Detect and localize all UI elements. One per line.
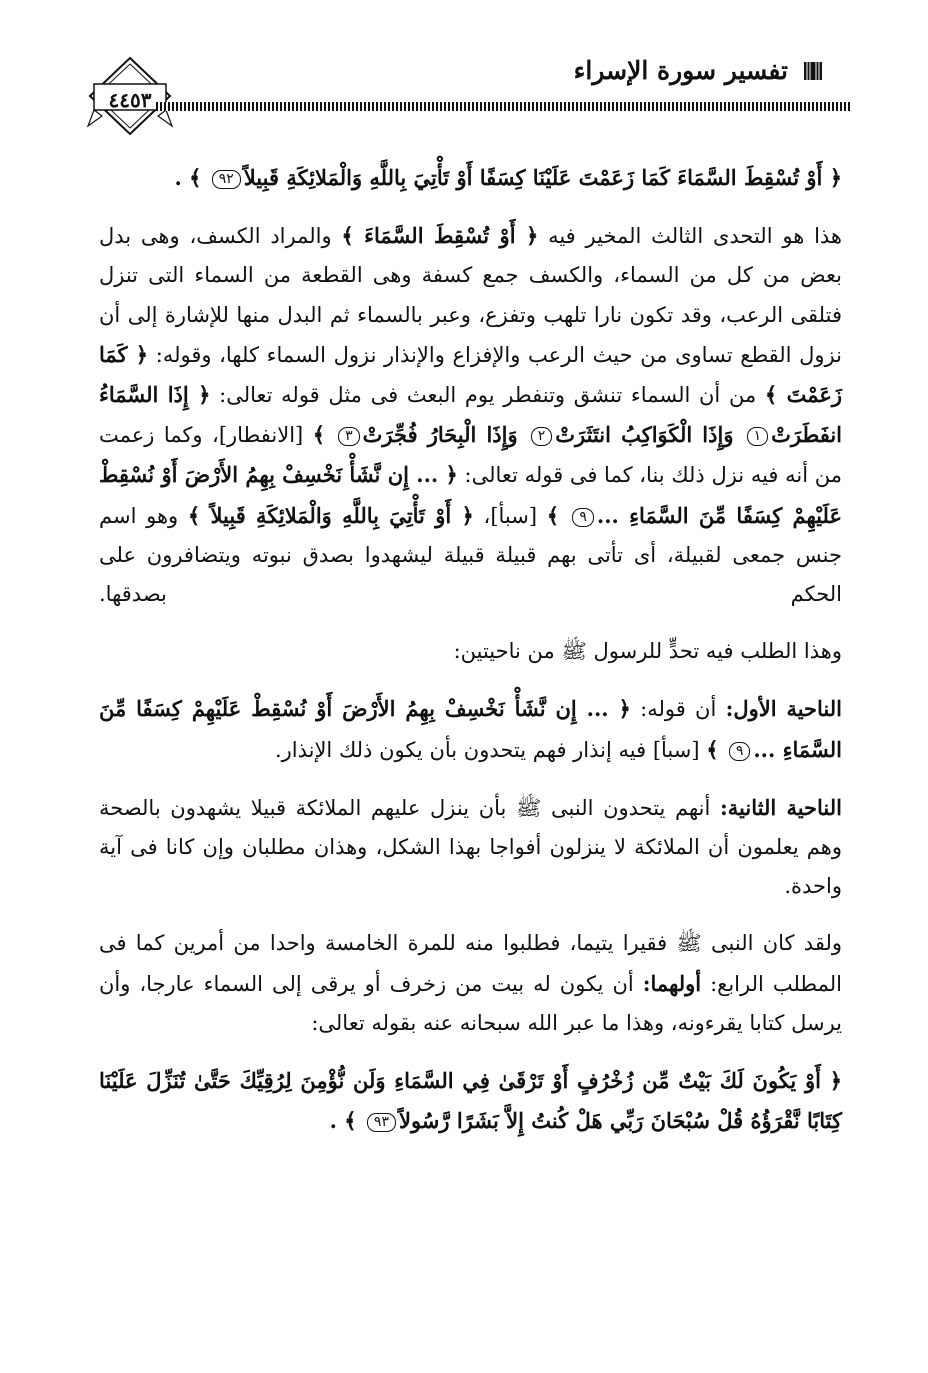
page-number-ornament [86, 56, 174, 140]
quran-verse: ﴿ كَمَا زَعَمْتَ ﴾ [99, 341, 843, 408]
quran-verse: ﴿ أَوْ تُسْقِطَ السَّمَاءَ كَمَا زَعَمْتَ عَلَيْنَا كِسَفًا أَوْ تَأْتِيَ بِاللَّهِ وَالْمَلائِكَةِ قَبِيلاً [243, 165, 842, 190]
paragraph [99, 216, 842, 614]
body-text: أن قوله: [630, 697, 726, 722]
running-title: تفسير سورة الإسراء [573, 56, 788, 85]
body-text: هذا هو التحدى الثالث المخير فيه [538, 224, 842, 249]
body-text: [الانفطار]، وكما زعمت من أنه فيه نزل ذلك بنا، كما فى قوله تعالى: [99, 423, 842, 488]
ayah-number-badge: ١ [747, 427, 769, 446]
page-header [86, 56, 850, 126]
section-heading: أولهما: [642, 970, 702, 996]
ayah-number-badge: ٩ [729, 742, 751, 761]
paragraph [99, 632, 842, 671]
quran-verse: وَإِذَا الْبِحَارُ فُجِّرَتْ [362, 422, 528, 448]
section-heading: الناحية الثانية: [720, 794, 842, 820]
paragraph [99, 1061, 842, 1141]
quran-verse: ﴾ [312, 422, 336, 448]
page-body [99, 158, 842, 1159]
quran-verse: ﴿ ... إِن نَّشَأْ نَخْسِفْ بِهِمُ الأَرْضَ أَوْ نُسْقِطْ عَلَيْهِمْ كِسَفًا مِّنَ السَّمَاءِ ... [99, 696, 842, 762]
paragraph [99, 788, 842, 907]
ayah-number-badge: ٣ [338, 427, 360, 446]
body-text: والمراد الكسف، وهى بدل بعض من كل من السماء، والكسف جمع كسفة وهى القطعة من السماء التى تنزل فتلقى الرعب، وقد تكون نارا تلهب وتفزع، وعبر بالسماء ثم البدل منها للإشارة إلى أن نزول القطع تساوى من حيث الرعب والإفزاع والإنذار نزول السماء كلها، وقوله: [99, 224, 842, 367]
body-text: وهذا الطلب فيه تحدٍّ للرسول ﷺ من ناحيتين: [453, 639, 842, 664]
quran-verse: ﴿ أَوْ يَكُونَ لَكَ بَيْتٌ مِّن زُخْرُفٍ أَوْ تَرْقَىٰ فِي السَّمَاءِ وَلَن نُّؤْمِنَ لِرُقِيِّكَ حَتَّىٰ تُنَزِّلَ عَلَيْنَا كِتَابًا نَّقْرَؤُهُ قُلْ سُبْحَانَ رَبِّي هَلْ كُنتُ إِلاَّ بَشَرًا رَّسُولاً [99, 1068, 842, 1134]
quran-verse: ﴾ [546, 502, 570, 528]
quran-verse: ﴿ أَوْ تُسْقِطَ السَّمَاءَ ﴾ [341, 223, 539, 249]
ayah-number-badge: ٩ [572, 508, 594, 527]
body-text: [سبأ] فيه إنذار فهم يتحدون بأن يكون ذلك الإنذار. [274, 737, 707, 762]
paragraph [99, 924, 842, 1043]
paragraph [99, 689, 842, 769]
body-text: [سبأ]، [473, 503, 547, 528]
quran-verse: ﴿ ... إِن نَّشَأْ نَخْسِفْ بِهِمُ الأَرْضَ أَوْ نُسْقِطْ عَلَيْهِمْ كِسَفًا مِّنَ السَّمَاءِ ... [99, 462, 842, 528]
body-text: وهو اسم جنس جمعى لقبيلة، أى تأتى بهم قبيلة قبيلة ليشهدوا بصدق نبوته ويتضافرون على الحكم بصدقها. [99, 503, 842, 607]
body-text: أنهم يتحدون النبى ﷺ بأن ينزل عليهم الملائكة قبيلا يشهدون بالصحة وهم يعلمون أن الملائكة لا ينزلون أفواجا بهذا الشكل، وهذان مطلبان وإن كانا فى آية واحدة. [99, 795, 842, 899]
ayah-number-badge: ٩٢ [212, 170, 241, 189]
book-emblem-icon [802, 60, 824, 82]
quran-verse: ﴿ إِذَا السَّمَاءُ انفَطَرَتْ [99, 382, 842, 448]
ayah-number-badge: ٢ [531, 427, 553, 446]
body-text: أن يكون له بيت من زخرف أو يرقى إلى السماء عارجا، وأن يرسل كتابا يقرءونه، وهذا ما عبر الله سبحانه عنه بقوله تعالى: [99, 971, 842, 1035]
quran-verse: ﴾ . [329, 1108, 364, 1134]
section-heading: الناحية الأول: [725, 696, 842, 722]
body-text: ولقد كان النبى ﷺ فقيرا يتيما، فطلبوا منه للمرة الخامسة واحدا من أمرين كما فى المطلب الرابع: [99, 931, 842, 996]
paragraph [99, 158, 842, 198]
quran-verse: ﴾ [706, 736, 726, 762]
page-number: ٤٤٥٣ [108, 88, 152, 112]
header-rule [156, 102, 850, 111]
quran-verse: ﴿ أَوْ تَأْتِيَ بِاللَّهِ وَالْمَلائِكَةِ قَبِيلاً ﴾ [187, 502, 474, 528]
quran-verse: ﴾ . [174, 165, 209, 190]
body-text: من أن السماء تنشق وتنفطر يوم البعث فى مثل قوله تعالى: [210, 383, 765, 408]
ayah-number-badge: ٩٣ [367, 1113, 396, 1132]
quran-verse: وَإِذَا الْكَوَاكِبُ انتَثَرَتْ [555, 422, 744, 448]
